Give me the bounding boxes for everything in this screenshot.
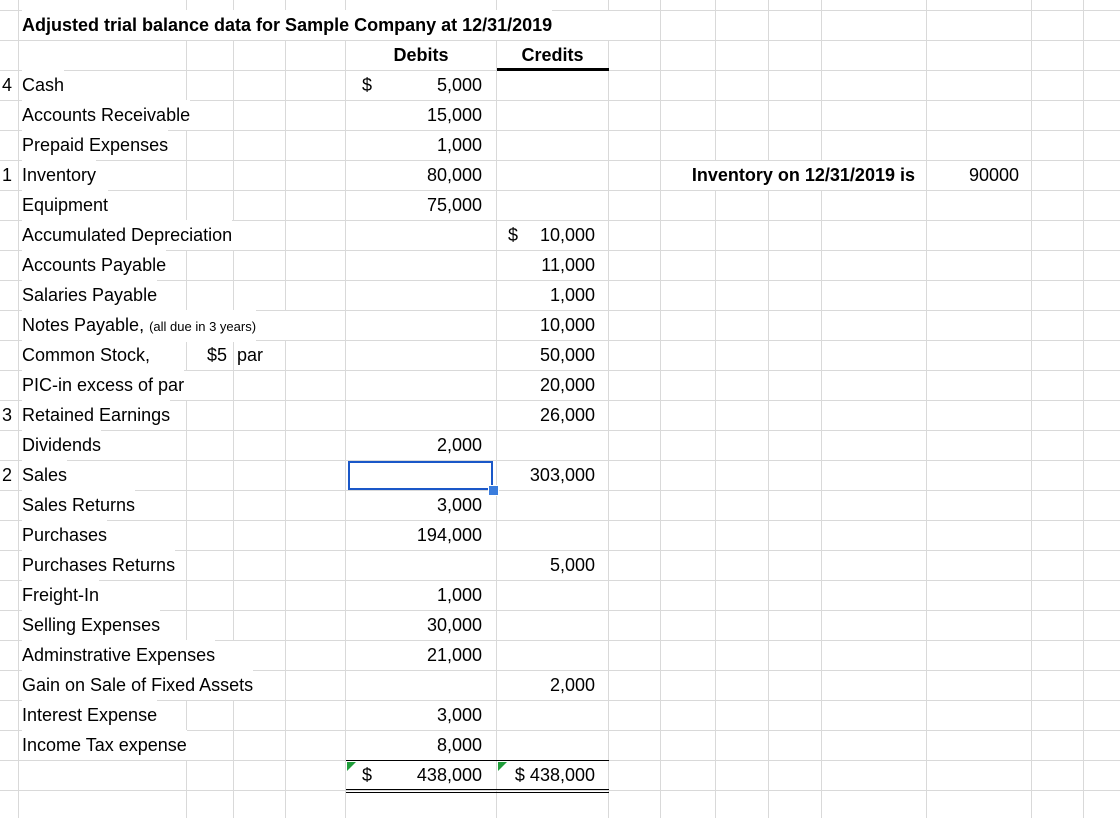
currency-sign: $ xyxy=(508,225,519,245)
total-debit[interactable]: 438,000 xyxy=(416,765,482,785)
credit-cell[interactable]: 2,000 xyxy=(549,675,595,695)
column-line xyxy=(660,0,661,818)
account-name: Cash xyxy=(22,70,64,100)
credit-cell[interactable]: 26,000 xyxy=(539,405,595,425)
total-credit[interactable]: $ 438,000 xyxy=(514,765,595,785)
debits-header: Debits xyxy=(393,45,449,65)
column-line xyxy=(608,0,609,818)
par-label: par xyxy=(237,345,264,365)
debit-cell[interactable]: 2,000 xyxy=(436,435,482,455)
total-double-underline xyxy=(346,792,609,793)
debit-cell[interactable]: 8,000 xyxy=(436,735,482,755)
debit-cell[interactable]: 194,000 xyxy=(416,525,482,545)
row-line xyxy=(0,430,1120,431)
account-name: Salaries Payable xyxy=(22,280,157,310)
column-line xyxy=(715,0,716,818)
column-line xyxy=(768,0,769,818)
fill-handle[interactable] xyxy=(488,485,499,496)
column-line xyxy=(821,0,822,818)
row-number: 3 xyxy=(2,405,13,425)
account-name: Prepaid Expenses xyxy=(22,130,168,160)
row-line xyxy=(0,610,1120,611)
credits-header-underline xyxy=(497,68,609,71)
account-name: Gain on Sale of Fixed Assets xyxy=(22,670,253,700)
account-name: PIC-in excess of par xyxy=(22,370,184,400)
error-flag-icon[interactable] xyxy=(347,762,356,771)
column-line xyxy=(1031,0,1032,818)
debit-cell[interactable]: 1,000 xyxy=(436,135,482,155)
account-name: Accounts Payable xyxy=(22,250,166,280)
currency-sign: $ xyxy=(362,75,373,95)
row-line xyxy=(0,520,1120,521)
credit-cell[interactable]: 50,000 xyxy=(539,345,595,365)
account-name: Accumulated Depreciation xyxy=(22,220,232,250)
selected-cell[interactable] xyxy=(348,461,493,490)
account-name: Adminstrative Expenses xyxy=(22,640,215,670)
column-line xyxy=(285,0,286,818)
credit-cell[interactable]: 303,000 xyxy=(529,465,595,485)
credit-cell[interactable]: 5,000 xyxy=(549,555,595,575)
account-name: Sales xyxy=(22,460,67,490)
error-flag-icon[interactable] xyxy=(498,762,507,771)
row-number: 4 xyxy=(2,75,13,95)
column-line xyxy=(1083,0,1084,818)
row-number: 1 xyxy=(2,165,13,185)
column-line xyxy=(926,0,927,818)
account-name: Freight-In xyxy=(22,580,99,610)
account-name: Common Stock, xyxy=(22,340,150,370)
debit-cell[interactable]: 30,000 xyxy=(426,615,482,635)
credit-cell[interactable]: 10,000 xyxy=(539,225,595,245)
account-name: Interest Expense xyxy=(22,700,157,730)
account-name: Equipment xyxy=(22,190,108,220)
currency-sign: $ xyxy=(362,765,373,785)
row-line xyxy=(0,700,1120,701)
debit-cell[interactable]: 80,000 xyxy=(426,165,482,185)
debit-cell[interactable]: 3,000 xyxy=(436,495,482,515)
total-top-border xyxy=(346,760,609,761)
account-name: Income Tax expense xyxy=(22,730,187,760)
credit-cell[interactable]: 11,000 xyxy=(541,255,595,275)
account-name xyxy=(22,310,256,342)
par-value: $5 xyxy=(206,345,227,365)
debit-cell[interactable]: 15,000 xyxy=(426,105,482,125)
debit-cell[interactable]: 1,000 xyxy=(436,585,482,605)
total-double-underline xyxy=(346,789,609,790)
debit-cell[interactable]: 3,000 xyxy=(436,705,482,725)
debit-cell[interactable]: 75,000 xyxy=(426,195,482,215)
credit-cell[interactable]: 20,000 xyxy=(539,375,595,395)
account-name: Accounts Receivable xyxy=(22,100,190,130)
account-name: Selling Expenses xyxy=(22,610,160,640)
row-line xyxy=(0,580,1120,581)
row-number: 2 xyxy=(2,465,13,485)
account-name: Retained Earnings xyxy=(22,400,170,430)
notes-payable-note: (all due in 3 years) xyxy=(149,319,257,334)
debit-cell[interactable]: 21,000 xyxy=(426,645,482,665)
inventory-note-value[interactable]: 90000 xyxy=(968,165,1019,185)
credit-cell[interactable]: 1,000 xyxy=(549,285,595,305)
notes-payable-label: Notes Payable, xyxy=(22,315,145,335)
account-name: Purchases Returns xyxy=(22,550,175,580)
account-name: Sales Returns xyxy=(22,490,135,520)
credit-cell[interactable]: 10,000 xyxy=(539,315,595,335)
sheet-title: Adjusted trial balance data for Sample Company at 12/31/2019 xyxy=(22,10,552,40)
account-name: Inventory xyxy=(22,160,96,190)
row-line xyxy=(0,490,1120,491)
row-line xyxy=(0,790,1120,791)
credits-header: Credits xyxy=(521,45,584,65)
account-name: Dividends xyxy=(22,430,101,460)
inventory-note-label: Inventory on 12/31/2019 is xyxy=(691,165,915,185)
account-name: Purchases xyxy=(22,520,107,550)
row-line xyxy=(0,190,1120,191)
debit-cell[interactable]: 5,000 xyxy=(436,75,482,95)
